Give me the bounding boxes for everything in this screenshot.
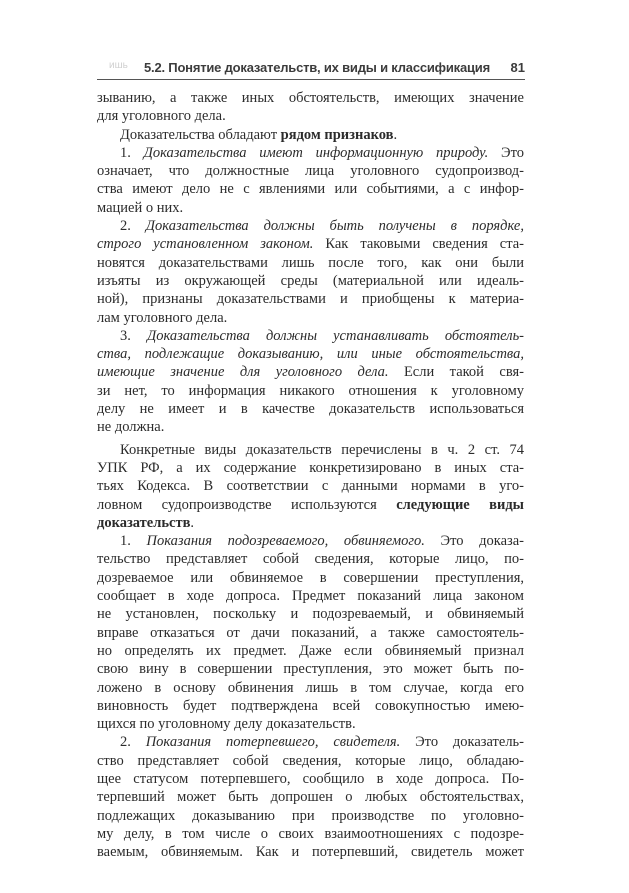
text-line	[97, 199, 524, 217]
text-segment: Как таковыми сведения ста-	[313, 236, 524, 253]
text-segment: 1.	[120, 533, 147, 550]
italic-text: Доказательства должны быть получены в порядке,	[145, 218, 524, 235]
italic-text: Показания подозреваемого, обвиняемого.	[146, 533, 425, 550]
text-segment: УПК РФ, а их содержание конкретизировано в иных ста-	[97, 459, 524, 476]
text-line	[97, 418, 524, 436]
text-segment: ваемым, обвиняемым. Как и потерпевший, свидетель может	[97, 844, 524, 861]
italic-text: имеющие значение для уголовного дела.	[97, 364, 389, 381]
text-segment: ной), признаны доказательствами и приобщены к материа-	[97, 291, 524, 308]
text-segment: терпевший может быть допрошен о любых обстоятельствах,	[97, 789, 524, 806]
text-line	[97, 496, 524, 514]
text-line	[97, 217, 524, 235]
text-segment: .	[393, 126, 398, 143]
text-segment: Если такой свя-	[388, 364, 524, 381]
text-line	[97, 144, 524, 162]
text-line	[97, 290, 524, 308]
text-segment: виновность будет подтверждена всей совокупностью имею-	[97, 697, 524, 714]
text-line	[97, 363, 524, 381]
text-segment: мацией о них.	[97, 199, 184, 216]
text-segment: для уголовного дела.	[97, 108, 226, 125]
header-smudge: ишь	[109, 60, 128, 71]
text-line	[97, 770, 524, 788]
text-segment: ства имеют дело не с явлениями или событиями, а с инфор-	[97, 181, 524, 198]
text-line	[97, 459, 524, 477]
text-line	[97, 126, 524, 144]
bold-text: доказательств	[97, 514, 191, 531]
text-segment: зи нет, то информация никакого отношения к уголовному	[97, 382, 524, 399]
text-segment: лам уголовного дела.	[97, 309, 228, 326]
italic-text: Доказательства должны устанавливать обстоятель-	[146, 327, 524, 344]
text-line	[97, 89, 524, 107]
text-segment: ловном судопроизводстве используются	[97, 496, 397, 513]
text-line	[97, 679, 524, 697]
text-line	[97, 382, 524, 400]
text-segment: тельство представляет собой сведения, которые лицо, по-	[97, 551, 524, 568]
text-segment: тьях Кодекса. В соответствии с данными нормами в уго-	[97, 478, 524, 495]
bold-text: следующие виды	[396, 496, 524, 513]
text-segment: но определять их предмет. Даже если обвиняемый признал	[97, 642, 524, 659]
text-segment: щихся по уголовному делу доказательств.	[97, 716, 356, 733]
header-rule	[97, 79, 525, 80]
text-segment: подлежащих доказыванию при производстве по уголовно-	[97, 807, 524, 824]
text-segment: сообщает в ходе допроса. Предмет показаний лица законом	[97, 588, 524, 605]
text-line	[97, 180, 524, 198]
text-line	[97, 254, 524, 272]
text-line	[97, 752, 524, 770]
text-segment: Это доказатель-	[400, 734, 524, 751]
italic-text: Доказательства имеют информационную природу.	[143, 144, 489, 161]
text-segment: свою вину в совершении преступления, это может быть по-	[97, 661, 524, 678]
text-segment: не установлен, поскольку и подозреваемый, и обвиняемый	[97, 606, 524, 623]
text-segment: 1.	[120, 144, 144, 161]
text-segment: ложено в основу обвинения лишь в том случае, когда его	[97, 679, 524, 696]
text-line	[97, 235, 524, 253]
text-line	[97, 514, 524, 532]
text-line	[97, 642, 524, 660]
text-segment: 2.	[120, 734, 146, 751]
text-line	[97, 309, 524, 327]
text-line	[97, 569, 524, 587]
running-header	[97, 56, 525, 78]
text-line	[97, 327, 524, 345]
text-line	[97, 733, 524, 751]
italic-text: Показания потерпевшего, свидетеля.	[145, 734, 401, 751]
text-segment: 2.	[120, 218, 146, 235]
page-number: 81	[510, 60, 525, 75]
text-line	[97, 624, 524, 642]
body-text	[97, 89, 524, 861]
text-segment: делу не имеет и в качестве доказательств использоваться	[97, 401, 524, 418]
text-segment: вправе отказаться от дачи показаний, а также самостоятель-	[97, 624, 524, 641]
text-segment: Это доказа-	[424, 533, 524, 550]
text-segment: означает, что должностные лица уголовного судопроизвод-	[97, 163, 524, 180]
text-line	[97, 400, 524, 418]
text-segment: Доказательства обладают	[120, 126, 281, 143]
text-line	[97, 825, 524, 843]
text-line	[97, 272, 524, 290]
text-segment: не должна.	[97, 419, 165, 436]
text-line	[97, 441, 524, 459]
text-segment: му делу, в том числе о своих взаимоотношениях с подозре-	[97, 825, 524, 842]
text-segment: зыванию, а также иных обстоятельств, имеющих значение	[97, 90, 524, 106]
text-line	[97, 532, 524, 550]
bold-text: рядом признаков	[280, 126, 394, 143]
text-line	[97, 162, 524, 180]
text-segment: новятся доказательствами лишь после того, как они были	[97, 254, 524, 271]
text-line	[97, 843, 524, 861]
text-line	[97, 660, 524, 678]
text-line	[97, 107, 524, 125]
text-line	[97, 345, 524, 363]
text-line	[97, 715, 524, 733]
text-line	[97, 477, 524, 495]
text-segment: ство представляет собой сведения, которые лицо, обладаю-	[97, 752, 524, 769]
text-line	[97, 807, 524, 825]
text-segment: 3.	[120, 327, 147, 344]
italic-text: строго установленном законом.	[97, 236, 314, 253]
text-segment: .	[190, 514, 195, 531]
text-segment: изъяты из окружающей среды (материальной или идеаль-	[97, 272, 524, 289]
text-line	[97, 605, 524, 623]
section-title: 5.2. Понятие доказательств, их виды и классификация	[144, 60, 490, 75]
text-segment: дозреваемое или обвиняемое в совершении преступления,	[97, 569, 524, 586]
text-line	[97, 788, 524, 806]
italic-text: ства, подлежащие доказыванию, или иные обстоятельства,	[97, 346, 524, 363]
text-line	[97, 697, 524, 715]
text-segment: Это	[488, 144, 524, 161]
text-line	[97, 587, 524, 605]
text-line	[97, 550, 524, 568]
text-segment: Конкретные виды доказательств перечислены в ч. 2 ст. 74	[120, 441, 524, 458]
text-segment: щее статусом потерпевшего, сообщило в ходе допроса. По-	[97, 770, 524, 787]
